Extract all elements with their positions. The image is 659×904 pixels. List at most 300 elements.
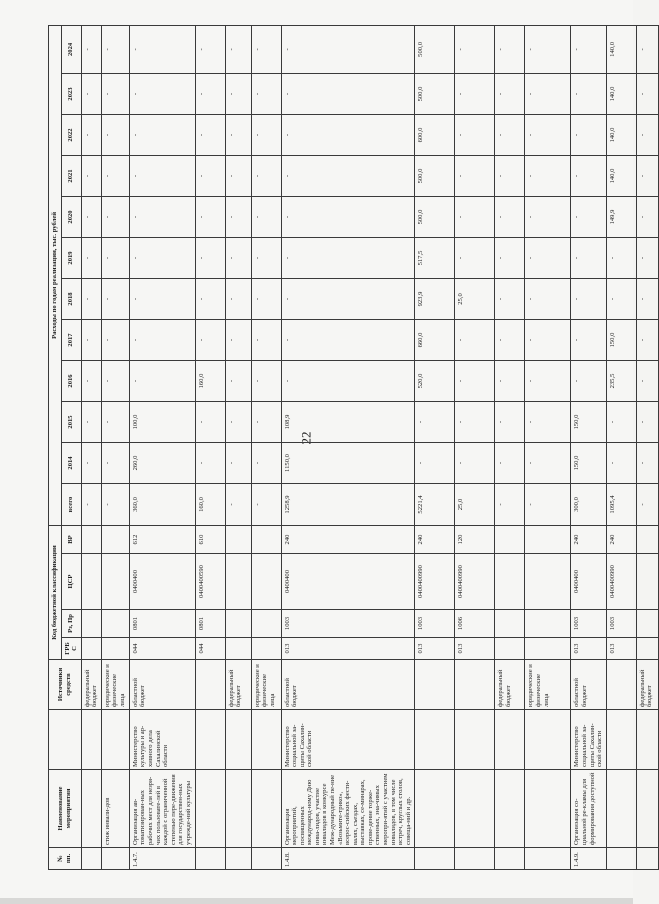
- row-number: [606, 848, 636, 870]
- year-value: -: [81, 155, 101, 196]
- year-value: -: [571, 114, 606, 155]
- rzpr-code: [81, 610, 101, 638]
- header-year: 2015: [61, 401, 81, 442]
- year-value: -: [455, 442, 495, 483]
- row-number: 1.4.7.: [129, 848, 195, 870]
- header-year: 2022: [61, 114, 81, 155]
- csr-code: 0400400: [281, 554, 415, 610]
- year-value: -: [606, 442, 636, 483]
- csr-code: [636, 554, 658, 610]
- executor-name: [81, 710, 101, 770]
- year-value: -: [571, 237, 606, 278]
- row-number: [101, 848, 129, 870]
- year-value: -: [81, 360, 101, 401]
- table-row: [606, 25, 636, 869]
- year-value: -: [225, 319, 251, 360]
- header-sources: Источники средств: [49, 660, 82, 710]
- year-value: 500,0: [415, 196, 455, 237]
- year-value: -: [81, 278, 101, 319]
- year-value: -: [101, 442, 129, 483]
- year-value: -: [571, 360, 606, 401]
- rzpr-code: [251, 610, 281, 638]
- year-value: -: [195, 196, 225, 237]
- year-value: 25,0: [455, 278, 495, 319]
- header-total: всего: [61, 483, 81, 525]
- csr-code: 0400400990: [415, 554, 455, 610]
- page-number: 22: [298, 431, 314, 445]
- total-value: -: [101, 483, 129, 525]
- activity-name: [251, 770, 281, 848]
- year-value: -: [281, 278, 415, 319]
- rzpr-code: [525, 610, 571, 638]
- activity-name: Организация со-циальной ре-кламы для формирования доступной: [571, 770, 606, 848]
- row-number: 1.4.9.: [571, 848, 606, 870]
- total-value: -: [251, 483, 281, 525]
- executor-name: [101, 710, 129, 770]
- funding-source: областной бюджет: [129, 660, 195, 710]
- year-value: -: [455, 360, 495, 401]
- year-value: -: [129, 237, 195, 278]
- year-value: -: [225, 442, 251, 483]
- grbs-code: [81, 638, 101, 660]
- year-value: -: [495, 360, 525, 401]
- year-value: -: [525, 155, 571, 196]
- year-value: -: [195, 401, 225, 442]
- budget-table: [48, 25, 659, 870]
- year-value: -: [129, 73, 195, 114]
- year-value: -: [495, 278, 525, 319]
- year-value: -: [525, 196, 571, 237]
- year-value: -: [251, 319, 281, 360]
- year-value: 150,0: [606, 319, 636, 360]
- year-value: -: [251, 114, 281, 155]
- table-row: [281, 25, 415, 869]
- year-value: -: [225, 114, 251, 155]
- table-row: [415, 25, 455, 869]
- year-value: 1150,0: [281, 442, 415, 483]
- year-value: 108,9: [281, 401, 415, 442]
- year-value: 140,0: [606, 155, 636, 196]
- funding-source: [455, 660, 495, 710]
- header-year: 2023: [61, 73, 81, 114]
- year-value: -: [225, 196, 251, 237]
- year-value: -: [101, 155, 129, 196]
- year-value: -: [606, 401, 636, 442]
- activity-name: [225, 770, 251, 848]
- rzpr-code: 0801: [129, 610, 195, 638]
- year-value: -: [129, 196, 195, 237]
- header-executor: [49, 710, 82, 770]
- year-value: -: [225, 25, 251, 73]
- year-value: -: [81, 442, 101, 483]
- year-value: -: [455, 155, 495, 196]
- year-value: -: [525, 442, 571, 483]
- activity-name: [455, 770, 495, 848]
- table-body: [81, 25, 658, 869]
- year-value: -: [81, 73, 101, 114]
- table-row: [251, 25, 281, 869]
- vr-code: [251, 525, 281, 553]
- grbs-code: 013: [571, 638, 606, 660]
- year-value: -: [195, 319, 225, 360]
- rzpr-code: 1003: [415, 610, 455, 638]
- year-value: -: [251, 360, 281, 401]
- year-value: -: [495, 25, 525, 73]
- year-value: 600,0: [415, 114, 455, 155]
- row-number: [636, 848, 658, 870]
- year-value: 160,0: [195, 360, 225, 401]
- executor-name: [636, 710, 658, 770]
- year-value: -: [195, 25, 225, 73]
- year-value: -: [251, 73, 281, 114]
- year-value: 500,0: [415, 25, 455, 73]
- table-row: [495, 25, 525, 869]
- executor-name: [606, 710, 636, 770]
- table-row: [525, 25, 571, 869]
- total-value: 300,0: [571, 483, 606, 525]
- year-value: -: [81, 114, 101, 155]
- table-row: [129, 25, 195, 869]
- year-value: -: [571, 73, 606, 114]
- funding-source: юридические и физические лица: [101, 660, 129, 710]
- executor-name: Министерство культуры и ар-хивного дела Сахалинской области: [129, 710, 195, 770]
- vr-code: 610: [195, 525, 225, 553]
- year-value: -: [606, 278, 636, 319]
- year-value: -: [495, 442, 525, 483]
- grbs-code: 013: [606, 638, 636, 660]
- year-value: -: [281, 155, 415, 196]
- header-year: 2021: [61, 155, 81, 196]
- year-value: -: [101, 25, 129, 73]
- year-value: -: [281, 237, 415, 278]
- header-year: 2017: [61, 319, 81, 360]
- year-value: -: [636, 278, 658, 319]
- year-value: -: [225, 360, 251, 401]
- rzpr-code: 1003: [281, 610, 415, 638]
- csr-code: [225, 554, 251, 610]
- vr-code: 240: [606, 525, 636, 553]
- total-value: -: [225, 483, 251, 525]
- total-value: 360,0: [129, 483, 195, 525]
- year-value: -: [495, 196, 525, 237]
- year-value: -: [101, 237, 129, 278]
- header-row-1: [49, 25, 62, 869]
- year-value: -: [81, 196, 101, 237]
- year-value: 260,0: [129, 442, 195, 483]
- year-value: -: [455, 401, 495, 442]
- year-value: 500,0: [415, 73, 455, 114]
- csr-code: [81, 554, 101, 610]
- total-value: 1095,4: [606, 483, 636, 525]
- executor-name: [225, 710, 251, 770]
- activity-name: [81, 770, 101, 848]
- row-number: 1.4.8.: [281, 848, 415, 870]
- vr-code: 120: [455, 525, 495, 553]
- executor-name: [495, 710, 525, 770]
- funding-source: [195, 660, 225, 710]
- executor-name: [455, 710, 495, 770]
- total-value: -: [636, 483, 658, 525]
- vr-code: [525, 525, 571, 553]
- year-value: -: [525, 237, 571, 278]
- year-value: 100,0: [129, 401, 195, 442]
- year-value: -: [225, 155, 251, 196]
- csr-code: [101, 554, 129, 610]
- year-value: -: [101, 360, 129, 401]
- funding-source: юридические и физические лица: [525, 660, 571, 710]
- year-value: -: [251, 278, 281, 319]
- year-value: -: [195, 114, 225, 155]
- year-value: -: [636, 401, 658, 442]
- year-value: -: [251, 237, 281, 278]
- year-value: -: [195, 73, 225, 114]
- funding-source: областной бюджет: [571, 660, 606, 710]
- year-value: -: [636, 73, 658, 114]
- year-value: -: [525, 278, 571, 319]
- year-value: -: [225, 73, 251, 114]
- year-value: -: [525, 73, 571, 114]
- year-value: 517,5: [415, 237, 455, 278]
- table-row: [195, 25, 225, 869]
- table-row: [225, 25, 251, 869]
- grbs-code: [101, 638, 129, 660]
- activity-name: стиж инвали-дов: [101, 770, 129, 848]
- year-value: -: [525, 114, 571, 155]
- grbs-code: 044: [195, 638, 225, 660]
- row-number: [415, 848, 455, 870]
- year-value: -: [101, 196, 129, 237]
- year-value: -: [495, 155, 525, 196]
- year-value: -: [81, 237, 101, 278]
- row-number: [195, 848, 225, 870]
- grbs-code: 013: [415, 638, 455, 660]
- vr-code: 240: [571, 525, 606, 553]
- funding-source: федеральный бюджет: [636, 660, 658, 710]
- table-row: [81, 25, 101, 869]
- csr-code: [495, 554, 525, 610]
- header-year: 2016: [61, 360, 81, 401]
- year-value: -: [81, 319, 101, 360]
- csr-code: 0400400: [129, 554, 195, 610]
- year-value: 500,0: [415, 155, 455, 196]
- total-value: 160,0: [195, 483, 225, 525]
- year-value: -: [636, 319, 658, 360]
- csr-code: [251, 554, 281, 610]
- header-expenses: Расходы по годам реализации, тыс. рублей: [49, 25, 62, 525]
- year-value: -: [251, 401, 281, 442]
- grbs-code: 013: [281, 638, 415, 660]
- year-value: -: [636, 196, 658, 237]
- funding-source: юридические и физические лица: [251, 660, 281, 710]
- year-value: -: [251, 155, 281, 196]
- year-value: -: [129, 360, 195, 401]
- csr-code: 0400400990: [606, 554, 636, 610]
- page-edge: [0, 898, 633, 904]
- year-value: -: [281, 25, 415, 73]
- year-value: -: [636, 114, 658, 155]
- year-value: -: [415, 401, 455, 442]
- year-value: -: [455, 319, 495, 360]
- rzpr-code: 1003: [571, 610, 606, 638]
- executor-name: [195, 710, 225, 770]
- year-value: -: [281, 319, 415, 360]
- year-value: -: [455, 114, 495, 155]
- year-value: -: [525, 401, 571, 442]
- header-rzpr: Рз, Пр: [61, 610, 81, 638]
- year-value: 140,0: [606, 114, 636, 155]
- funding-source: федеральный бюджет: [495, 660, 525, 710]
- grbs-code: [636, 638, 658, 660]
- year-value: -: [129, 25, 195, 73]
- executor-name: Министерство социальной за-щиты Сахалин-ской области: [571, 710, 606, 770]
- year-value: -: [525, 360, 571, 401]
- rzpr-code: [101, 610, 129, 638]
- executor-name: Министерство социальной за-щиты Сахалин-ской области: [281, 710, 415, 770]
- year-value: -: [251, 196, 281, 237]
- activity-name: [195, 770, 225, 848]
- activity-name: [415, 770, 455, 848]
- year-value: -: [636, 360, 658, 401]
- year-value: -: [571, 196, 606, 237]
- executor-name: [251, 710, 281, 770]
- year-value: 150,0: [571, 442, 606, 483]
- grbs-code: [225, 638, 251, 660]
- header-year: 2020: [61, 196, 81, 237]
- vr-code: [81, 525, 101, 553]
- row-number: [525, 848, 571, 870]
- grbs-code: [251, 638, 281, 660]
- header-name: Наименование мероприятия: [49, 770, 82, 848]
- year-value: -: [455, 196, 495, 237]
- row-number: [225, 848, 251, 870]
- year-value: -: [101, 114, 129, 155]
- total-value: -: [495, 483, 525, 525]
- year-value: -: [495, 401, 525, 442]
- year-value: -: [281, 196, 415, 237]
- year-value: -: [495, 114, 525, 155]
- total-value: -: [525, 483, 571, 525]
- executor-name: [415, 710, 455, 770]
- year-value: -: [525, 25, 571, 73]
- year-value: -: [129, 319, 195, 360]
- total-value: 1258,9: [281, 483, 415, 525]
- rzpr-code: 0801: [195, 610, 225, 638]
- funding-source: федеральный бюджет: [81, 660, 101, 710]
- header-csr: ЦСР: [61, 554, 81, 610]
- funding-source: федеральный бюджет: [225, 660, 251, 710]
- year-value: -: [571, 278, 606, 319]
- year-value: -: [129, 155, 195, 196]
- year-value: -: [606, 237, 636, 278]
- activity-name: Организация ав-томатизирован-ных рабочих мест для незря-чих пользовате-лей в каждой с ограниченной степенью пере-движения для государствен-ных учрежде-ний культуры: [129, 770, 195, 848]
- year-value: -: [571, 319, 606, 360]
- executor-name: [525, 710, 571, 770]
- grbs-code: [525, 638, 571, 660]
- year-value: -: [129, 114, 195, 155]
- activity-name: Организация мероприятий, посвященных международ-ному Дню инва-лидов, участие инвалидов в конкурсе Меж-дународный пе-ние «Возьмите-трико», всерос-сийских фести-валях, съездах, выставках, се-минарах, прове-дение торже-ственных, зна-чимых меропри-ятий с участием инвалидов, в том числе встреч, круглых столов, совеща-ний и др.: [281, 770, 415, 848]
- year-value: -: [129, 278, 195, 319]
- year-value: -: [81, 401, 101, 442]
- header-vr: ВР: [61, 525, 81, 553]
- rzpr-code: 1003: [606, 610, 636, 638]
- year-value: -: [281, 73, 415, 114]
- year-value: -: [225, 278, 251, 319]
- year-value: -: [195, 237, 225, 278]
- row-number: [251, 848, 281, 870]
- csr-code: 0400400: [571, 554, 606, 610]
- row-number: [495, 848, 525, 870]
- year-value: -: [571, 25, 606, 73]
- year-value: -: [101, 401, 129, 442]
- header-grbs: ГРБС: [61, 638, 81, 660]
- rzpr-code: 1006: [455, 610, 495, 638]
- year-value: -: [225, 401, 251, 442]
- header-year: 2018: [61, 278, 81, 319]
- csr-code: 0400400990: [455, 554, 495, 610]
- funding-source: областной бюджет: [281, 660, 415, 710]
- year-value: -: [495, 237, 525, 278]
- vr-code: [101, 525, 129, 553]
- year-value: -: [101, 278, 129, 319]
- vr-code: 612: [129, 525, 195, 553]
- header-year: 2024: [61, 25, 81, 73]
- year-value: -: [251, 442, 281, 483]
- year-value: -: [455, 73, 495, 114]
- year-value: 660,0: [415, 319, 455, 360]
- activity-name: [636, 770, 658, 848]
- year-value: 150,0: [571, 401, 606, 442]
- year-value: -: [195, 278, 225, 319]
- year-value: -: [225, 237, 251, 278]
- year-value: 140,0: [606, 25, 636, 73]
- table-row: [101, 25, 129, 869]
- year-value: -: [101, 319, 129, 360]
- activity-name: [495, 770, 525, 848]
- row-number: [455, 848, 495, 870]
- csr-code: [525, 554, 571, 610]
- year-value: 923,9: [415, 278, 455, 319]
- grbs-code: 044: [129, 638, 195, 660]
- total-value: -: [81, 483, 101, 525]
- header-year: 2014: [61, 442, 81, 483]
- rzpr-code: [636, 610, 658, 638]
- vr-code: 240: [281, 525, 415, 553]
- year-value: -: [636, 155, 658, 196]
- table-row: [636, 25, 658, 869]
- year-value: -: [281, 360, 415, 401]
- rzpr-code: [225, 610, 251, 638]
- vr-code: 240: [415, 525, 455, 553]
- year-value: -: [195, 442, 225, 483]
- vr-code: [495, 525, 525, 553]
- year-value: -: [636, 442, 658, 483]
- funding-source: [606, 660, 636, 710]
- activity-name: [606, 770, 636, 848]
- grbs-code: [495, 638, 525, 660]
- year-value: 520,0: [415, 360, 455, 401]
- total-value: 5221,4: [415, 483, 455, 525]
- grbs-code: 013: [455, 638, 495, 660]
- header-budget-code: Код бюджетной классификации: [49, 525, 62, 659]
- year-value: 235,5: [606, 360, 636, 401]
- year-value: -: [636, 237, 658, 278]
- rzpr-code: [495, 610, 525, 638]
- year-value: -: [281, 114, 415, 155]
- year-value: -: [525, 319, 571, 360]
- year-value: -: [636, 25, 658, 73]
- vr-code: [225, 525, 251, 553]
- row-number: [81, 848, 101, 870]
